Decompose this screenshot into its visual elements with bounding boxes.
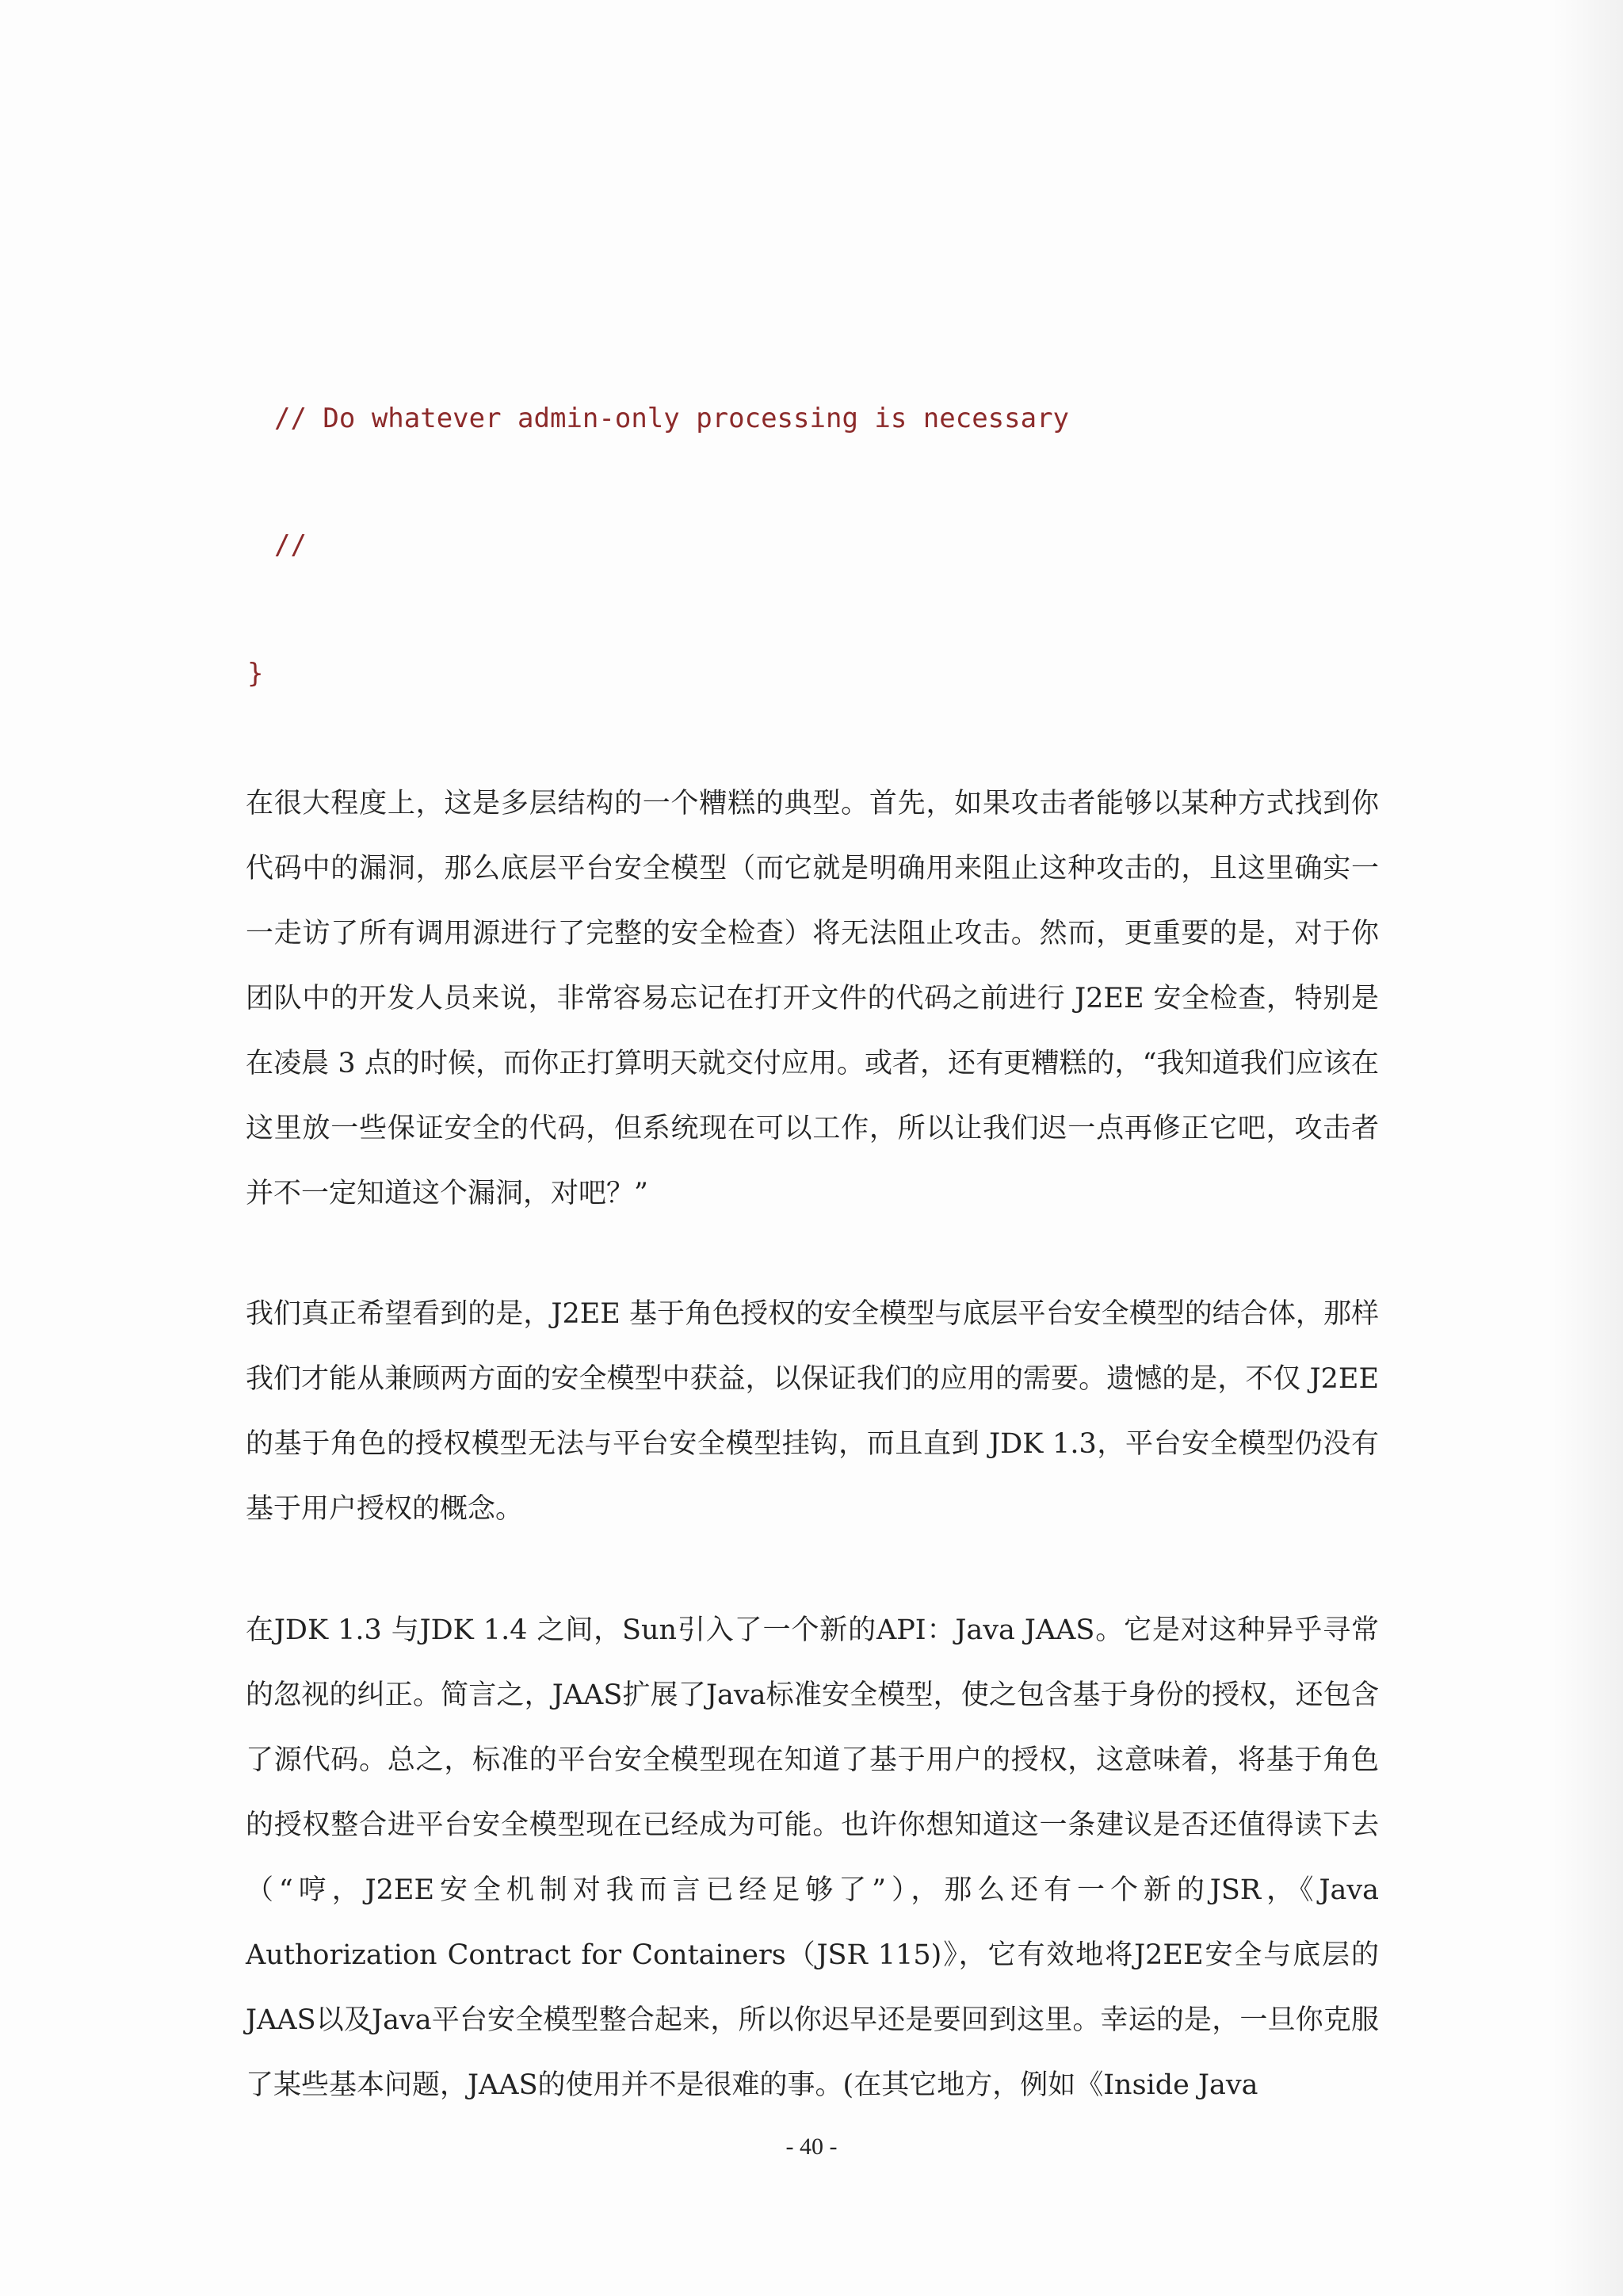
code-closing-brace: } [247,658,264,690]
page-number: - 40 - [785,2134,838,2160]
paragraph-3: 在JDK 1.3 与JDK 1.4 之间，Sun引入了一个新的API：Java JAAS。它是对这种异乎寻常的忽视的纠正。简言之，JAAS扩展了Java标准安全模型，使之包含基于身份的授权，还包含了源代码。总之，标准的平台安全模型现在知道了基于用户的授权，这意味着，将基于角色的授权整合进平台安全模型现在已经成为可能。也许你想知道这一条建议是否还值得读下去（“哼，J2EE安全机制对我而言已经足够了”），那么还有一个新的JSR，《Java Authorization Contract for Containers（JSR 115)》，它有效地将J2EE安全与底层的JAAS以及Java平台安全模型整合起来，所以你迟早还是要回到这里。幸运的是，一旦你克服了某些基本问题，JAAS的使用并不是很难的事。(在其它地方，例如《Inside Java [246,1614,1379,2101]
code-comment-line-1: // Do whatever admin-only processing is necessary [274,403,1070,434]
paragraph-1: 在很大程度上，这是多层结构的一个糟糕的典型。首先，如果攻击者能够以某种方式找到你代码中的漏洞，那么底层平台安全模型（而它就是明确用来阻止这种攻击的，且这里确实一一走访了所有调用源进行了完整的安全检查）将无法阻止攻击。然而，更重要的是，对于你团队中的开发人员来说，非常容易忘记在打开文件的代码之前进行 J2EE 安全检查，特别是在凌晨 3 点的时候，而你正打算明天就交付应用。或者，还有更糟糕的，“我知道我们应该在这里放一些保证安全的代码，但系统现在可以工作，所以让我们迟一点再修正它吧，攻击者并不一定知道这个漏洞，对吧？” [246,788,1379,1209]
code-comment-line-2: // [274,529,307,561]
page-edge-shadow [1552,0,1623,2296]
paragraph-2: 我们真正希望看到的是，J2EE 基于角色授权的安全模型与底层平台安全模型的结合体，那样我们才能从兼顾两方面的安全模型中获益，以保证我们的应用的需要。遗憾的是，不仅 J2EE 的基于角色的授权模型无法与平台安全模型挂钩，而且直到 JDK 1.3，平台安全模型仍没有基于用户授权的概念。 [246,1298,1379,1525]
